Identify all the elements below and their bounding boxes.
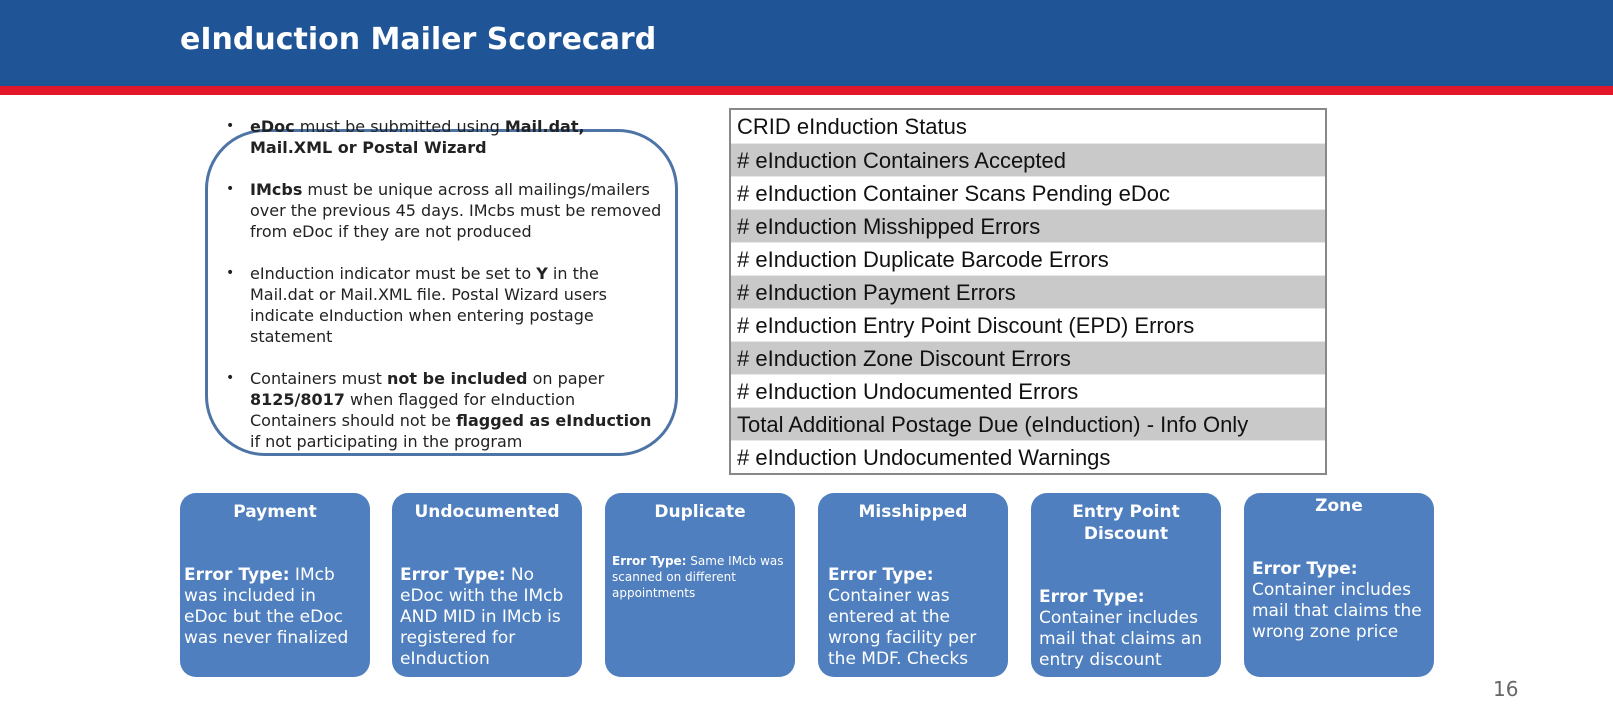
bullet-text-bold: IMcbs: [250, 180, 303, 199]
bullet-text-bold: eDoc: [250, 117, 295, 136]
bullet-dot-icon: •: [226, 370, 235, 386]
card-title: Misshipped: [858, 502, 968, 522]
bullet-text: in the Mail.dat or Mail.XML file. Postal Wizard users indicate eInduction when entering postage statement: [250, 264, 607, 346]
bullet-text: eInduction indicator must be set to: [250, 264, 537, 283]
bullet-text-bold: flagged as eInduction: [456, 411, 652, 430]
requirement-bullet: [222, 179, 662, 242]
card-text: Container includes mail that claims the wrong zone price: [1252, 580, 1422, 642]
status-row: # eInduction Undocumented Warnings: [731, 440, 1325, 473]
card-label: Error Type:: [400, 565, 506, 585]
status-row: # eInduction Entry Point Discount (EPD) Errors: [731, 308, 1325, 341]
status-row: # eInduction Zone Discount Errors: [731, 341, 1325, 374]
card-label: Error Type:: [828, 565, 934, 585]
card-body: [1252, 559, 1428, 643]
status-row: # eInduction Payment Errors: [731, 275, 1325, 308]
error-card-duplicate: [605, 493, 795, 677]
status-row: # eInduction Containers Accepted: [731, 143, 1325, 176]
status-row: # eInduction Misshipped Errors: [731, 209, 1325, 242]
bullet-text-bold: not be included: [387, 369, 528, 388]
card-label: Error Type:: [184, 565, 290, 585]
status-row: # eInduction Undocumented Errors: [731, 374, 1325, 407]
bullet-text: on paper: [527, 369, 605, 388]
requirement-bullet: [222, 116, 662, 158]
status-row: # eInduction Container Scans Pending eDoc: [731, 176, 1325, 209]
bullet-text: Containers must: [250, 369, 388, 388]
requirement-bullet: [222, 368, 662, 452]
page-number: 16: [1493, 677, 1519, 701]
header-accent-stripe: [0, 86, 1613, 95]
card-title: Zone: [1315, 496, 1363, 516]
card-body: [612, 553, 790, 601]
card-label: Error Type:: [1039, 587, 1145, 607]
card-text: No eDoc with the IMcb AND MID in IMcb is registered for eInduction: [400, 565, 564, 669]
card-text: Same IMcb was scanned on different appointments: [612, 554, 784, 600]
card-title: Duplicate: [654, 502, 746, 522]
error-card-zone: [1244, 493, 1434, 677]
card-text: IMcb was included in eDoc but the eDoc was never finalized: [184, 565, 349, 648]
bullet-text-bold: 8125/8017: [250, 390, 345, 409]
bullet-text: if not participating in the program: [250, 432, 523, 451]
error-card-misshipped: [818, 493, 1008, 677]
bullet-text-bold: Mail.dat, Mail.XML or Postal Wizard: [250, 117, 585, 157]
requirement-bullet: [222, 263, 662, 347]
card-title: Payment: [233, 502, 317, 522]
bullet-text: must be submitted using: [294, 117, 505, 136]
card-label: Error Type:: [1252, 559, 1358, 579]
crid-status-table: [729, 108, 1327, 475]
error-card-undocumented: [392, 493, 582, 677]
card-body: [828, 565, 1002, 670]
status-row: # eInduction Duplicate Barcode Errors: [731, 242, 1325, 275]
card-body: [184, 565, 364, 649]
status-row: Total Additional Postage Due (eInduction) - Info Only: [731, 407, 1325, 440]
card-text: Container includes mail that claims an entry discount: [1039, 608, 1202, 670]
bullet-text: must be unique across all mailings/mailers over the previous 45 days. IMcbs must be removed from eDoc if they are not produced: [250, 180, 662, 241]
requirements-list: [222, 116, 662, 473]
bullet-dot-icon: •: [226, 118, 235, 134]
card-body: [400, 565, 576, 670]
bullet-dot-icon: •: [226, 265, 235, 281]
error-card-payment: [180, 493, 370, 677]
page-title: eInduction Mailer Scorecard: [180, 22, 657, 57]
card-title: Entry Point Discount: [1072, 502, 1180, 544]
bullet-text: when flagged for eInduction Containers should not be: [250, 390, 576, 430]
bullet-text-bold: Y: [536, 264, 548, 283]
error-card-entry-point-discount: [1031, 493, 1221, 677]
status-row-header: CRID eInduction Status: [737, 114, 967, 139]
card-label: Error Type:: [612, 554, 687, 568]
card-title: Undocumented: [414, 502, 560, 522]
card-body: [1039, 587, 1215, 671]
bullet-dot-icon: •: [226, 181, 235, 197]
card-text: Container was entered at the wrong facility per the MDF. Checks: [828, 586, 977, 669]
